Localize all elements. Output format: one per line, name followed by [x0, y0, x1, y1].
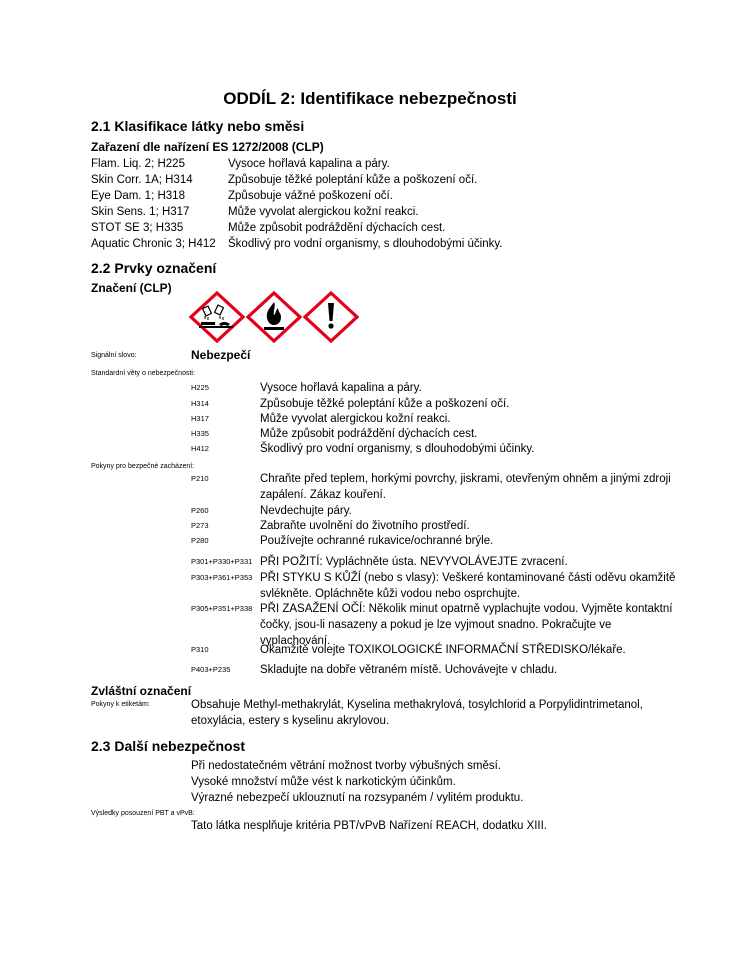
hazard-code: H314: [191, 399, 209, 408]
pbt-assessment-text: Tato látka nesplňuje kritéria PBT/vPvB Nařízení REACH, dodatku XIII.: [191, 820, 548, 832]
corrosion-pictogram: [189, 291, 245, 343]
page-title: ODDÍL 2: Identifikace nebezpečnosti: [223, 89, 517, 108]
clp-classification-subheading: Zařazení dle nařízení ES 1272/2008 (CLP): [91, 140, 324, 154]
clp-labelling-subheading: Značení (CLP): [91, 281, 172, 295]
precaution-text: Nevdechujte páry.: [260, 505, 352, 517]
precaution-text: Chraňte před teplem, horkými povrchy, jiskrami, otevřeným ohněm a jinými zdroji zapálení. Zákaz kouření.: [260, 473, 671, 501]
other-hazard-line: Při nedostatečném větrání možnost tvorby výbušných směsí.: [191, 760, 501, 772]
special-labelling-heading: Zvláštní označení: [91, 684, 192, 698]
precaution-text: PŘI POŽITÍ: Vypláchněte ústa. NEVYVOLÁVEJTE zvracení.: [260, 556, 568, 568]
exclamation-pictogram: [303, 291, 359, 343]
hazard-statements-label: Standardní věty o nebezpečnosti:: [91, 370, 195, 377]
signal-word: Nebezpečí: [191, 348, 251, 362]
precaution-text: Zabraňte uvolnění do životního prostředí.: [260, 520, 470, 532]
class-text: Může způsobit podráždění dýchacích cest.: [228, 222, 446, 234]
precaution-text: Okamžitě volejte TOXIKOLOGICKÉ INFORMAČNÍ STŘEDISKO/lékaře.: [260, 644, 626, 656]
precaution-text: PŘI ZASAŽENÍ OČÍ: Několik minut opatrně vyplachujte vodou. Vyjměte kontaktní čočky, jsou-li nasazeny a pokud je lze vyjmout snadno. Pokračujte ve vyplachování.: [260, 603, 673, 647]
class-text: Vysoce hořlavá kapalina a páry.: [228, 158, 390, 170]
precaution-text: Používejte ochranné rukavice/ochranné brýle.: [260, 535, 494, 547]
class-code: Aquatic Chronic 3; H412: [91, 238, 216, 250]
precaution-code: P403+P235: [191, 665, 231, 674]
hazard-code: H317: [191, 414, 209, 423]
precaution-code: P301+P330+P331: [191, 557, 253, 566]
section-2-2-heading: 2.2 Prvky označení: [91, 260, 217, 276]
section-2-3-heading: 2.3 Další nebezpečnost: [91, 738, 246, 754]
other-hazard-line: Vysoké množství může vést k narkotickým účinkům.: [191, 776, 456, 788]
hazard-text: Může způsobit podráždění dýchacích cest.: [260, 428, 478, 440]
label-instructions-label: Pokyny k etiketám:: [91, 701, 150, 708]
hazard-code: H412: [191, 444, 209, 453]
pbt-assessment-label: Výsledky posouzení PBT a vPvB:: [91, 810, 195, 817]
class-text: Škodlivý pro vodní organismy, s dlouhodobými účinky.: [228, 238, 503, 250]
other-hazard-line: Výrazné nebezpečí uklouznutí na rozsypaném / vylitém produktu.: [191, 792, 524, 804]
class-code: Skin Sens. 1; H317: [91, 206, 190, 218]
precaution-code: P280: [191, 536, 209, 545]
hazard-code: H335: [191, 429, 209, 438]
precaution-code: P210: [191, 474, 209, 483]
hazard-text: Může vyvolat alergickou kožní reakci.: [260, 413, 451, 425]
precautionary-statements-label: Pokyny pro bezpečné zacházení:: [91, 463, 195, 470]
precaution-code: P303+P361+P353: [191, 573, 253, 582]
label-instructions-text: Obsahuje Methyl-methakrylát, Kyselina methakrylová, tosylchlorid a Porpylidintrimetanol, etoxylácia, estery s kyselinu akrylovou.: [191, 699, 643, 727]
hazard-text: Způsobuje těžké poleptání kůže a poškození očí.: [260, 398, 510, 410]
signal-word-label: Signální slovo:: [91, 352, 137, 359]
hazard-code: H225: [191, 383, 209, 392]
precaution-code: P310: [191, 645, 209, 654]
hazard-text: Vysoce hořlavá kapalina a páry.: [260, 382, 422, 394]
class-code: Flam. Liq. 2; H225: [91, 158, 185, 170]
class-code: Skin Corr. 1A; H314: [91, 174, 193, 186]
class-code: STOT SE 3; H335: [91, 222, 184, 234]
precaution-text: Skladujte na dobře větraném místě. Uchovávejte v chladu.: [260, 664, 558, 676]
class-text: Může vyvolat alergickou kožní reakci.: [228, 206, 419, 218]
class-code: Eye Dam. 1; H318: [91, 190, 185, 202]
flame-pictogram: [246, 291, 302, 343]
class-text: Způsobuje vážné poškození očí.: [228, 190, 393, 202]
class-text: Způsobuje těžké poleptání kůže a poškození očí.: [228, 174, 478, 186]
precaution-text: PŘI STYKU S KŮŽÍ (nebo s vlasy): Veškeré kontaminované části oděvu okamžitě svlékněte. Opláchněte kůži vodou nebo osprchujte.: [260, 572, 676, 600]
hazard-text: Škodlivý pro vodní organismy, s dlouhodobými účinky.: [260, 443, 535, 455]
section-2-1-heading: 2.1 Klasifikace látky nebo směsi: [91, 118, 305, 134]
precaution-code: P273: [191, 521, 209, 530]
precaution-code: P305+P351+P338: [191, 604, 253, 613]
precaution-code: P260: [191, 506, 209, 515]
